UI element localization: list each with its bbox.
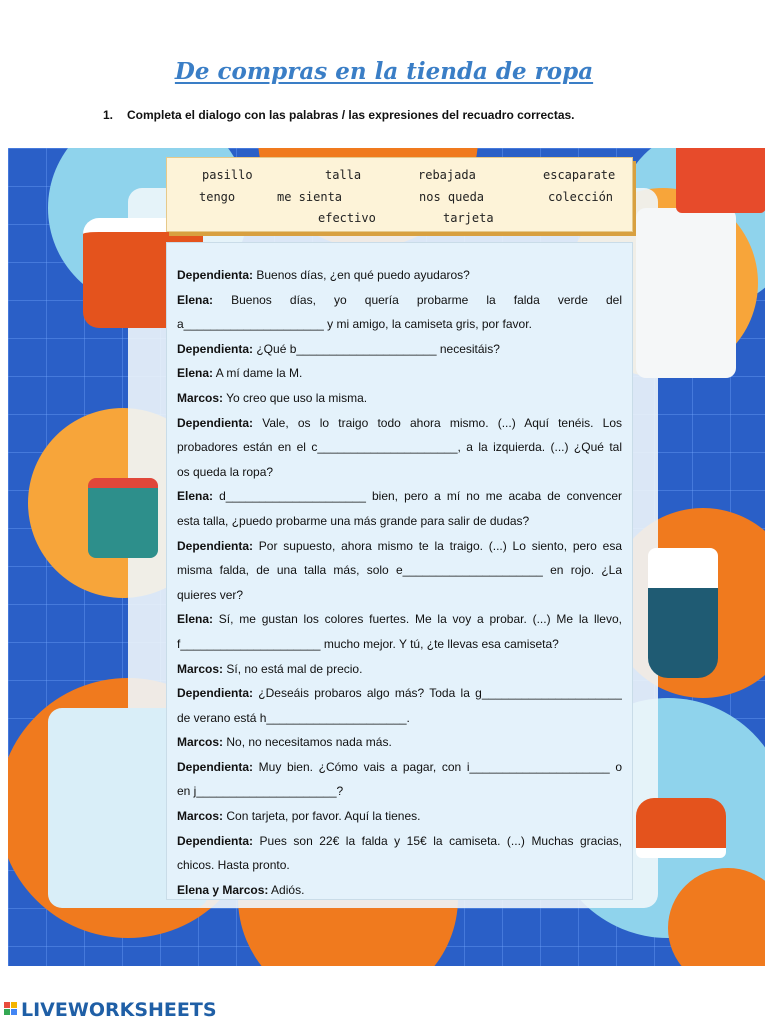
- dialogue-line: [177, 730, 622, 755]
- dialogue-line: [177, 657, 622, 682]
- speaker-name: Marcos:: [177, 735, 224, 750]
- instruction-text: Completa el dialogo con las palabras / las expresiones del recuadro correctas.: [127, 108, 575, 122]
- dialogue-text: Muy bien. ¿Cómo vais a pagar, con i_____________________ o: [253, 759, 622, 774]
- dialogue-line: [177, 312, 622, 337]
- speaker-name: Elena:: [177, 292, 214, 307]
- instruction: [103, 108, 575, 122]
- dialogue-line: [177, 804, 622, 829]
- speaker-name: Dependienta:: [177, 538, 254, 553]
- dialogue-line: [177, 386, 622, 411]
- dialogue-text: Pues son 22€ la falda y 15€ la camiseta. (...) Muchas gracias,: [253, 833, 622, 848]
- shirt-icon-top-right: [636, 208, 736, 378]
- dialogue-text: esta talla, ¿puedo probarme una más grande para salir de dudas?: [177, 513, 530, 528]
- speaker-name: Marcos:: [177, 809, 224, 824]
- dialogue-text: No, no necesitamos nada más.: [223, 735, 392, 750]
- word-bank-item: nos queda: [419, 190, 485, 204]
- dialogue-text: en j_____________________?: [177, 784, 344, 799]
- dialogue-text: ¿Deseáis probaros algo más? Toda la g_____________________: [253, 686, 622, 701]
- dialogue-text: Buenos días, yo quería probarme la falda verde del: [213, 292, 622, 307]
- dialogue-line: [177, 460, 622, 485]
- dialogue-text: chicos. Hasta pronto.: [177, 858, 290, 873]
- dialogue-text: Sí, me gustan los colores fuertes. Me la voy a probar. (...) Me la llevo,: [213, 612, 622, 627]
- word-bank-item: tengo: [199, 190, 236, 204]
- liveworksheets-logo: [4, 998, 217, 1022]
- worksheet-title: De compras en la tienda de ropa: [174, 58, 594, 85]
- dialogue-line: [177, 607, 622, 632]
- word-bank-item: me sienta: [277, 190, 343, 204]
- dialogue-line: [177, 632, 622, 657]
- dialogue-line: [177, 484, 622, 509]
- dialogue-line: [177, 509, 622, 534]
- bag-icon: [88, 478, 158, 558]
- word-bank-item: escaparate: [543, 168, 616, 182]
- speaker-name: Elena:: [177, 366, 214, 381]
- speaker-name: Elena:: [177, 489, 214, 504]
- word-bank-item: efectivo: [318, 211, 376, 225]
- speaker-name: Dependienta:: [177, 833, 254, 848]
- dress-icon: [648, 548, 718, 678]
- dialogue-line: [177, 288, 622, 313]
- dialogue-line: [177, 853, 622, 878]
- speaker-name: Marcos:: [177, 661, 224, 676]
- dialogue-text: Sí, no está mal de precio.: [223, 661, 363, 676]
- dialogue-text: ¿Qué b_____________________ necesitáis?: [253, 341, 500, 356]
- dialogue-text: misma falda, de una talla más, solo e_____________________ en rojo. ¿La: [177, 563, 622, 578]
- speaker-name: Elena y Marcos:: [177, 882, 269, 897]
- dialogue-line: [177, 706, 622, 731]
- dialogue-line: [177, 337, 622, 362]
- dialogue-line: [177, 681, 622, 706]
- speaker-name: Dependienta:: [177, 759, 254, 774]
- dialogue-text: d_____________________ bien, pero a mí no me acaba de convencer: [213, 489, 622, 504]
- dialogue-line: [177, 755, 622, 780]
- word-bank-item: tarjeta: [443, 211, 494, 225]
- dialogue-line: [177, 411, 622, 436]
- logo-mark-icon: [4, 1000, 18, 1020]
- dialogue-box: [166, 242, 633, 900]
- sneaker-icon: [636, 798, 726, 858]
- speaker-name: Dependienta:: [177, 268, 254, 282]
- speaker-name: Dependienta:: [177, 686, 254, 701]
- dialogue-text: A mí dame la M.: [213, 366, 303, 381]
- dialogue-text: Con tarjeta, por favor. Aquí la tienes.: [223, 809, 421, 824]
- word-bank-item: pasillo: [202, 168, 253, 182]
- speaker-name: Dependienta:: [177, 415, 254, 430]
- brand-name: LIVEWORKSHEETS: [21, 999, 217, 1021]
- dialogue-line: [177, 263, 622, 288]
- speaker-name: Marcos:: [177, 390, 224, 405]
- dialogue-text: Buenos días, ¿en qué puedo ayudaros?: [253, 268, 470, 282]
- dialogue-text: f_____________________ mucho mejor. Y tú, ¿te llevas esa camiseta?: [177, 636, 559, 651]
- dialogue-line: [177, 534, 622, 559]
- dialogue-text: quieres ver?: [177, 587, 244, 602]
- dialogue-text: os queda la ropa?: [177, 464, 274, 479]
- dialogue-text: Vale, os lo traigo todo ahora mismo. (...) Aquí tenéis. Los: [253, 415, 622, 430]
- dialogue-line: [177, 583, 622, 608]
- word-bank-item: colección: [548, 190, 614, 204]
- dialogue-text: de verano está h_____________________.: [177, 710, 410, 725]
- dialogue-text: Yo creo que uso la misma.: [223, 390, 368, 405]
- dialogue-text: Adiós.: [268, 882, 305, 897]
- instruction-number: 1.: [103, 108, 114, 122]
- speaker-name: Elena:: [177, 612, 214, 627]
- dialogue-line: [177, 435, 622, 460]
- dialogue-line: [177, 829, 622, 854]
- dialogue-line: [177, 361, 622, 386]
- dialogue-line: [177, 878, 622, 903]
- dialogue-text: Por supuesto, ahora mismo te la traigo. (...) Lo siento, pero esa: [253, 538, 622, 553]
- dialogue-line: [177, 779, 622, 804]
- dialogue-text: a_____________________ y mi amigo, la camiseta gris, por favor.: [177, 317, 532, 332]
- word-bank-item: talla: [325, 168, 362, 182]
- dialogue-text: probadores están en el c_____________________, a la izquierda. (...) ¿Qué tal: [177, 440, 622, 455]
- shorts-icon: [676, 148, 765, 213]
- dialogue-line: [177, 558, 622, 583]
- word-bank-item: rebajada: [418, 168, 476, 182]
- speaker-name: Dependienta:: [177, 341, 254, 356]
- word-bank: [166, 157, 633, 232]
